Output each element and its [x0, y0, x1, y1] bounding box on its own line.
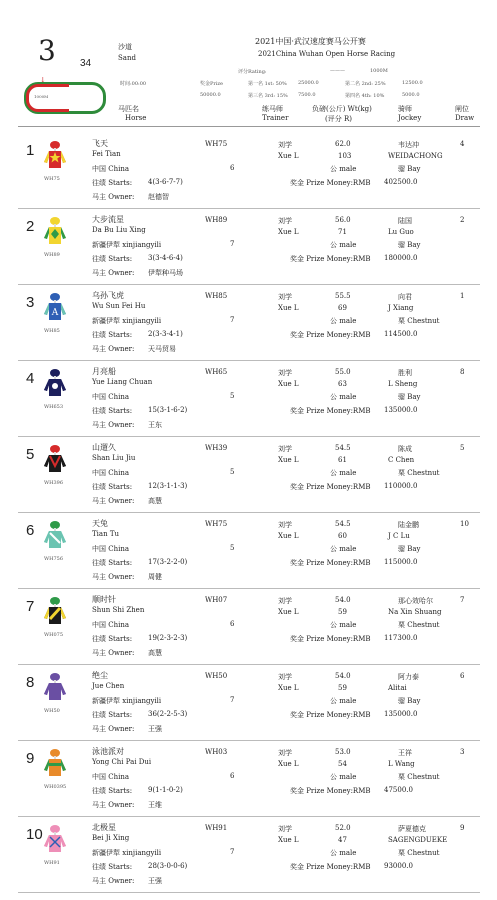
horse-starts: 4(3-6-7-7): [148, 178, 183, 186]
horse-starts: 15(3-1-6-2): [148, 406, 188, 414]
horse-name-en: Da Bu Liu Xing: [92, 226, 146, 234]
jockey-silks-icon: [42, 596, 68, 634]
horse-draw: 2: [460, 216, 465, 224]
row-divider: [18, 208, 480, 209]
horse-name-cn[interactable]: 山遛久: [92, 443, 116, 452]
horse-prize: 47500.0: [384, 786, 413, 794]
horse-prize: 402500.0: [384, 178, 418, 186]
starts-label: 往绩 Starts:: [92, 407, 133, 415]
horse-owner: 高慧: [148, 649, 162, 657]
horse-sex: 公 male: [330, 545, 357, 553]
horse-sex: 公 male: [330, 165, 357, 173]
horse-name-cn[interactable]: 飞天: [92, 139, 108, 148]
jockey-silks-icon: [42, 292, 68, 330]
horse-name-en: Wu Sun Fei Hu: [92, 302, 146, 310]
horse-rating: 47: [338, 836, 347, 844]
horse-color: 骝 Bay: [398, 165, 421, 173]
trainer-en: Xue L: [278, 152, 299, 160]
horse-rating: 71: [338, 228, 347, 236]
horse-sex: 公 male: [330, 697, 357, 705]
trainer-cn: 刘学: [278, 217, 292, 225]
horse-owner: 王强: [148, 725, 162, 733]
jockey-silks-icon: [42, 216, 68, 254]
horse-origin: 中国 China: [92, 469, 130, 477]
horse-starts: 3(3-4-6-4): [148, 254, 183, 262]
horse-code: WH07: [205, 596, 228, 604]
horse-owner: 赵德智: [148, 193, 169, 201]
horse-rating: 63: [338, 380, 347, 388]
header-draw-en: Draw: [455, 114, 475, 122]
horse-color: 骝 Bay: [398, 697, 421, 705]
owner-label: 马主 Owner:: [92, 649, 135, 657]
prize-fourth-label: 第四名 4th: 10%: [345, 93, 385, 99]
prize-third-label: 第三名 3rd: 15%: [248, 93, 288, 99]
horse-brand: WH653: [44, 404, 64, 410]
horse-origin: 中国 China: [92, 621, 130, 629]
prize-label: 奖金 Prize Money:RMB: [290, 863, 371, 871]
owner-label: 马主 Owner:: [92, 269, 135, 277]
jockey-en: Lu Guo: [388, 228, 414, 236]
horse-rating: 59: [338, 608, 347, 616]
horse-rating: 61: [338, 456, 347, 464]
prize-third-value: 7500.0: [298, 92, 316, 98]
horse-origin: 中国 China: [92, 545, 130, 553]
horse-weight: 53.0: [335, 748, 351, 756]
header-weight-cn: 负磅(公斤) Wt(kg): [312, 105, 372, 113]
horse-number: 8: [26, 674, 35, 691]
horse-sex: 公 male: [330, 393, 357, 401]
trainer-cn: 刘学: [278, 445, 292, 453]
starts-label: 往绩 Starts:: [92, 179, 133, 187]
trainer-en: Xue L: [278, 836, 299, 844]
starts-label: 往绩 Starts:: [92, 711, 133, 719]
horse-age: 5: [230, 392, 235, 400]
race-title-cn: 2021中国·武汉速度赛马公开赛: [255, 37, 366, 46]
header-jockey-en: Jockey: [398, 114, 422, 122]
horse-brand: WH85: [44, 328, 60, 334]
trainer-cn: 刘学: [278, 597, 292, 605]
horse-draw: 5: [460, 444, 465, 452]
owner-label: 马主 Owner:: [92, 573, 135, 581]
horse-name-en: Shun Shi Zhen: [92, 606, 145, 614]
horse-name-cn[interactable]: 泳池派对: [92, 747, 124, 756]
horse-sex: 公 male: [330, 621, 357, 629]
prize-first-value: 25000.0: [298, 80, 319, 86]
horse-name-cn[interactable]: 顺时针: [92, 595, 116, 604]
jockey-en: SAGENGDUEKE: [388, 836, 448, 844]
horse-color: 栗 Chestnut: [398, 621, 440, 629]
horse-prize: 180000.0: [384, 254, 418, 262]
prize-label: 奖金 Prize Money:RMB: [290, 711, 371, 719]
horse-sex: 公 male: [330, 849, 357, 857]
prize-label: 奖金 Prize Money:RMB: [290, 483, 371, 491]
row-divider: [18, 664, 480, 665]
starts-label: 往绩 Starts:: [92, 787, 133, 795]
jockey-silks-icon: [42, 368, 68, 406]
jockey-cn: 萨夏德克: [398, 825, 426, 833]
owner-label: 马主 Owner:: [92, 421, 135, 429]
jockey-en: C Chen: [388, 456, 415, 464]
horse-starts: 2(3-3-4-1): [148, 330, 183, 338]
owner-label: 马主 Owner:: [92, 801, 135, 809]
horse-draw: 7: [460, 596, 465, 604]
table-row[interactable]: [0, 592, 497, 668]
row-divider: [18, 436, 480, 437]
trainer-en: Xue L: [278, 456, 299, 464]
horse-name-en: Yong Chi Pai Dui: [92, 758, 152, 766]
horse-number: 10: [26, 826, 43, 843]
horse-draw: 10: [460, 520, 469, 528]
table-row[interactable]: [0, 668, 497, 744]
trainer-en: Xue L: [278, 608, 299, 616]
horse-age: 6: [230, 620, 235, 628]
prize-fourth-value: 5000.0: [402, 92, 420, 98]
horse-age: 6: [230, 772, 235, 780]
horse-prize: 135000.0: [384, 710, 418, 718]
jockey-en: L Wang: [388, 760, 415, 768]
horse-prize: 115000.0: [384, 558, 418, 566]
jockey-silks-icon: [42, 140, 68, 178]
horse-code: WH50: [205, 672, 228, 680]
horse-number: 6: [26, 522, 35, 539]
starts-label: 往绩 Starts:: [92, 483, 133, 491]
prize-first-label: 第一名 1st: 50%: [248, 81, 287, 87]
prize-second-label: 第二名 2nd: 25%: [345, 81, 386, 87]
horse-name-cn[interactable]: 乌孙飞虎: [92, 291, 124, 300]
trainer-en: Xue L: [278, 532, 299, 540]
horse-weight: 54.5: [335, 444, 351, 452]
prize-label: 奖金 Prize Money:RMB: [290, 331, 371, 339]
row-divider: [18, 816, 480, 817]
horse-name-cn[interactable]: 北极星: [92, 823, 116, 832]
horse-color: 骝 Bay: [398, 545, 421, 553]
horse-starts: 36(2-2-5-3): [148, 710, 188, 718]
horse-owner: 天马贸易: [148, 345, 176, 353]
trainer-cn: 刘学: [278, 749, 292, 757]
jockey-en: J C Lu: [388, 532, 410, 540]
header-draw-cn: 闸位: [455, 105, 469, 113]
starts-label: 往绩 Starts:: [92, 255, 133, 263]
horse-owner: 王东: [148, 421, 162, 429]
horse-name-cn[interactable]: 天兔: [92, 519, 108, 528]
horse-name-en: Yue Liang Chuan: [92, 378, 153, 386]
jockey-en: Na Xin Shuang: [388, 608, 442, 616]
header-divider: [18, 126, 480, 127]
prize-label: 奖金 Prize Money:RMB: [290, 787, 371, 795]
horse-number: 2: [26, 218, 35, 235]
horse-number: 9: [26, 750, 35, 767]
horse-weight: 62.0: [335, 140, 351, 148]
horse-owner: 周健: [148, 573, 162, 581]
horse-sex: 公 male: [330, 773, 357, 781]
jockey-cn: 陆金鹏: [398, 521, 419, 529]
horse-age: 5: [230, 468, 235, 476]
horse-brand: WH756: [44, 556, 64, 562]
horse-age: 6: [230, 164, 235, 172]
horse-weight: 54.0: [335, 672, 351, 680]
header-trainer-en: Trainer: [262, 114, 289, 122]
horse-weight: 55.5: [335, 292, 351, 300]
trainer-en: Xue L: [278, 380, 299, 388]
row-divider: [18, 360, 480, 361]
horse-rating: 60: [338, 532, 347, 540]
horse-age: 7: [230, 696, 235, 704]
horse-sex: 公 male: [330, 241, 357, 249]
race-number: 3: [38, 34, 56, 67]
jockey-en: J Xiang: [388, 304, 414, 312]
jockey-silks-icon: [42, 672, 68, 710]
prize-second-value: 12500.0: [402, 80, 423, 86]
horse-prize: 93000.0: [384, 862, 413, 870]
header-trainer-cn: 练马师: [262, 105, 283, 113]
horse-rating: 69: [338, 304, 347, 312]
horse-draw: 3: [460, 748, 465, 756]
horse-color: 栗 Chestnut: [398, 849, 440, 857]
horse-number: 1: [26, 142, 35, 159]
owner-label: 马主 Owner:: [92, 345, 135, 353]
surface-en: Sand: [118, 54, 136, 62]
horse-number: 7: [26, 598, 35, 615]
horse-age: 7: [230, 240, 235, 248]
horse-code: WH39: [205, 444, 228, 452]
horse-brand: WH91: [44, 860, 60, 866]
horse-prize: 114500.0: [384, 330, 418, 338]
horse-name-en: Tian Tu: [92, 530, 119, 538]
horse-brand: WH50: [44, 708, 60, 714]
header-horse-en: Horse: [125, 114, 147, 122]
horse-weight: 56.0: [335, 216, 351, 224]
start-arrow-icon: ↓: [40, 76, 46, 84]
horse-rating: 54: [338, 760, 347, 768]
race-time: 时间:00:00: [120, 81, 147, 87]
horse-color: 栗 Chestnut: [398, 317, 440, 325]
horse-origin: 新疆伊犁 xinjiangyili: [92, 241, 162, 249]
jockey-silks-icon: [42, 824, 68, 862]
horse-starts: 17(3-2-2-0): [148, 558, 188, 566]
prize-label: 奖金 Prize Money:RMB: [290, 559, 371, 567]
horse-weight: 54.5: [335, 520, 351, 528]
horse-origin: 新疆伊犁 xinjiangyili: [92, 697, 162, 705]
horse-name-en: Fei Tian: [92, 150, 121, 158]
starts-label: 往绩 Starts:: [92, 635, 133, 643]
horse-draw: 6: [460, 672, 465, 680]
jockey-en: L Sheng: [388, 380, 418, 388]
horse-origin: 中国 China: [92, 773, 130, 781]
horse-code: WH65: [205, 368, 228, 376]
trainer-en: Xue L: [278, 684, 299, 692]
jockey-en: Alitai: [388, 684, 407, 692]
horse-starts: 28(3-0-0-6): [148, 862, 188, 870]
trainer-en: Xue L: [278, 304, 299, 312]
row-divider: [18, 588, 480, 589]
prize-total: 50000.0: [200, 92, 221, 98]
race-title-en: 2021China Wuhan Open Horse Racing: [258, 50, 396, 58]
horse-starts: 9(1-1-0-2): [148, 786, 183, 794]
surface-cn: 沙道: [118, 43, 132, 51]
horse-brand: WH396: [44, 480, 64, 486]
row-divider: [18, 512, 480, 513]
jockey-cn: 陈成: [398, 445, 412, 453]
jockey-cn: 王祥: [398, 749, 412, 757]
jockey-silks-icon: [42, 444, 68, 482]
horse-rating: 59: [338, 684, 347, 692]
owner-label: 马主 Owner:: [92, 193, 135, 201]
horse-sex: 公 male: [330, 317, 357, 325]
horse-color: 骝 Bay: [398, 241, 421, 249]
horse-name-cn[interactable]: 绝尘: [92, 671, 108, 680]
horse-name-cn[interactable]: 大步流星: [92, 215, 124, 224]
horse-code: WH03: [205, 748, 228, 756]
horse-number: 5: [26, 446, 35, 463]
horse-color: 栗 Chestnut: [398, 773, 440, 781]
horse-origin: 中国 China: [92, 393, 130, 401]
jockey-cn: 那心效哈尔: [398, 597, 433, 605]
horse-weight: 55.0: [335, 368, 351, 376]
horse-draw: 1: [460, 292, 465, 300]
row-divider: [18, 740, 480, 741]
prize-label: 奖金Prize: [200, 81, 223, 87]
horse-draw: 4: [460, 140, 465, 148]
horse-code: WH85: [205, 292, 228, 300]
horse-brand: WH0395: [44, 784, 67, 790]
owner-label: 马主 Owner:: [92, 725, 135, 733]
jockey-cn: 韦达冲: [398, 141, 419, 149]
horse-weight: 52.0: [335, 824, 351, 832]
prize-label: 奖金 Prize Money:RMB: [290, 635, 371, 643]
table-row[interactable]: [0, 516, 497, 592]
horse-starts: 19(2-3-2-3): [148, 634, 188, 642]
jockey-silks-icon: [42, 748, 68, 786]
horse-origin: 新疆伊犁 xinjiangyili: [92, 317, 162, 325]
jockey-cn: 阿力泰: [398, 673, 419, 681]
horse-draw: 8: [460, 368, 465, 376]
horse-weight: 54.0: [335, 596, 351, 604]
horse-name-en: Shan Liu Jiu: [92, 454, 136, 462]
horse-origin: 中国 China: [92, 165, 130, 173]
track-distance-label: 1000M: [34, 94, 49, 99]
jockey-silks-icon: [42, 520, 68, 558]
horse-owner: 王强: [148, 877, 162, 885]
horse-color: 骝 Bay: [398, 393, 421, 401]
trainer-cn: 刘学: [278, 293, 292, 301]
trainer-en: Xue L: [278, 228, 299, 236]
trainer-cn: 刘学: [278, 673, 292, 681]
horse-owner: 高慧: [148, 497, 162, 505]
starts-label: 往绩 Starts:: [92, 559, 133, 567]
horse-code: WH75: [205, 140, 228, 148]
table-row[interactable]: [0, 136, 497, 212]
rating-value: ———: [330, 68, 345, 74]
horse-owner: 王维: [148, 801, 162, 809]
horse-code: WH91: [205, 824, 228, 832]
jockey-en: WEIDACHONG: [388, 152, 443, 160]
horse-name-cn[interactable]: 月亮船: [92, 367, 116, 376]
horse-code: WH75: [205, 520, 228, 528]
horse-number: 3: [26, 294, 35, 311]
jockey-cn: 胜利: [398, 369, 412, 377]
horse-prize: 110000.0: [384, 482, 418, 490]
jockey-cn: 向君: [398, 293, 412, 301]
horse-name-en: Bei Ji Xing: [92, 834, 130, 842]
prize-label: 奖金 Prize Money:RMB: [290, 407, 371, 415]
table-row[interactable]: [0, 440, 497, 516]
horse-number: 4: [26, 370, 35, 387]
table-row[interactable]: [0, 820, 497, 896]
row-divider: [18, 892, 480, 893]
horse-brand: WH89: [44, 252, 60, 258]
svg-text:A: A: [51, 308, 59, 318]
horse-brand: WH75: [44, 176, 60, 182]
prize-label: 奖金 Prize Money:RMB: [290, 255, 371, 263]
trainer-en: Xue L: [278, 760, 299, 768]
horse-rating: 103: [338, 152, 352, 160]
owner-label: 马主 Owner:: [92, 877, 135, 885]
race-distance: 1000M: [370, 68, 388, 74]
horse-origin: 新疆伊犁 xinjiangyili: [92, 849, 162, 857]
horse-name-en: Jue Chen: [92, 682, 125, 690]
starts-label: 往绩 Starts:: [92, 863, 133, 871]
header-weight-en: (评分 R): [325, 115, 352, 123]
table-row[interactable]: [0, 288, 497, 364]
trainer-cn: 刘学: [278, 369, 292, 377]
row-divider: [18, 284, 480, 285]
horse-sex: 公 male: [330, 469, 357, 477]
race-sub-number: 34: [80, 58, 92, 69]
starts-label: 往绩 Starts:: [92, 331, 133, 339]
table-row[interactable]: [0, 364, 497, 440]
trainer-cn: 刘学: [278, 521, 292, 529]
table-row[interactable]: [0, 744, 497, 820]
horse-age: 7: [230, 848, 235, 856]
horse-owner: 伊犁种马场: [148, 269, 183, 277]
trainer-cn: 刘学: [278, 825, 292, 833]
horse-draw: 9: [460, 824, 465, 832]
prize-label: 奖金 Prize Money:RMB: [290, 179, 371, 187]
owner-label: 马主 Owner:: [92, 497, 135, 505]
horse-color: 栗 Chestnut: [398, 469, 440, 477]
horse-age: 5: [230, 544, 235, 552]
horse-code: WH89: [205, 216, 228, 224]
jockey-cn: 陆国: [398, 217, 412, 225]
header-horse-cn: 马匹名: [118, 105, 139, 113]
horse-prize: 117300.0: [384, 634, 418, 642]
horse-age: 7: [230, 316, 235, 324]
rating-label: 评分Rating:: [238, 69, 267, 75]
table-row[interactable]: [0, 212, 497, 288]
horse-prize: 135000.0: [384, 406, 418, 414]
trainer-cn: 刘学: [278, 141, 292, 149]
horse-starts: 12(3-1-1-3): [148, 482, 188, 490]
header-jockey-cn: 骑师: [398, 105, 412, 113]
horse-brand: WH075: [44, 632, 64, 638]
